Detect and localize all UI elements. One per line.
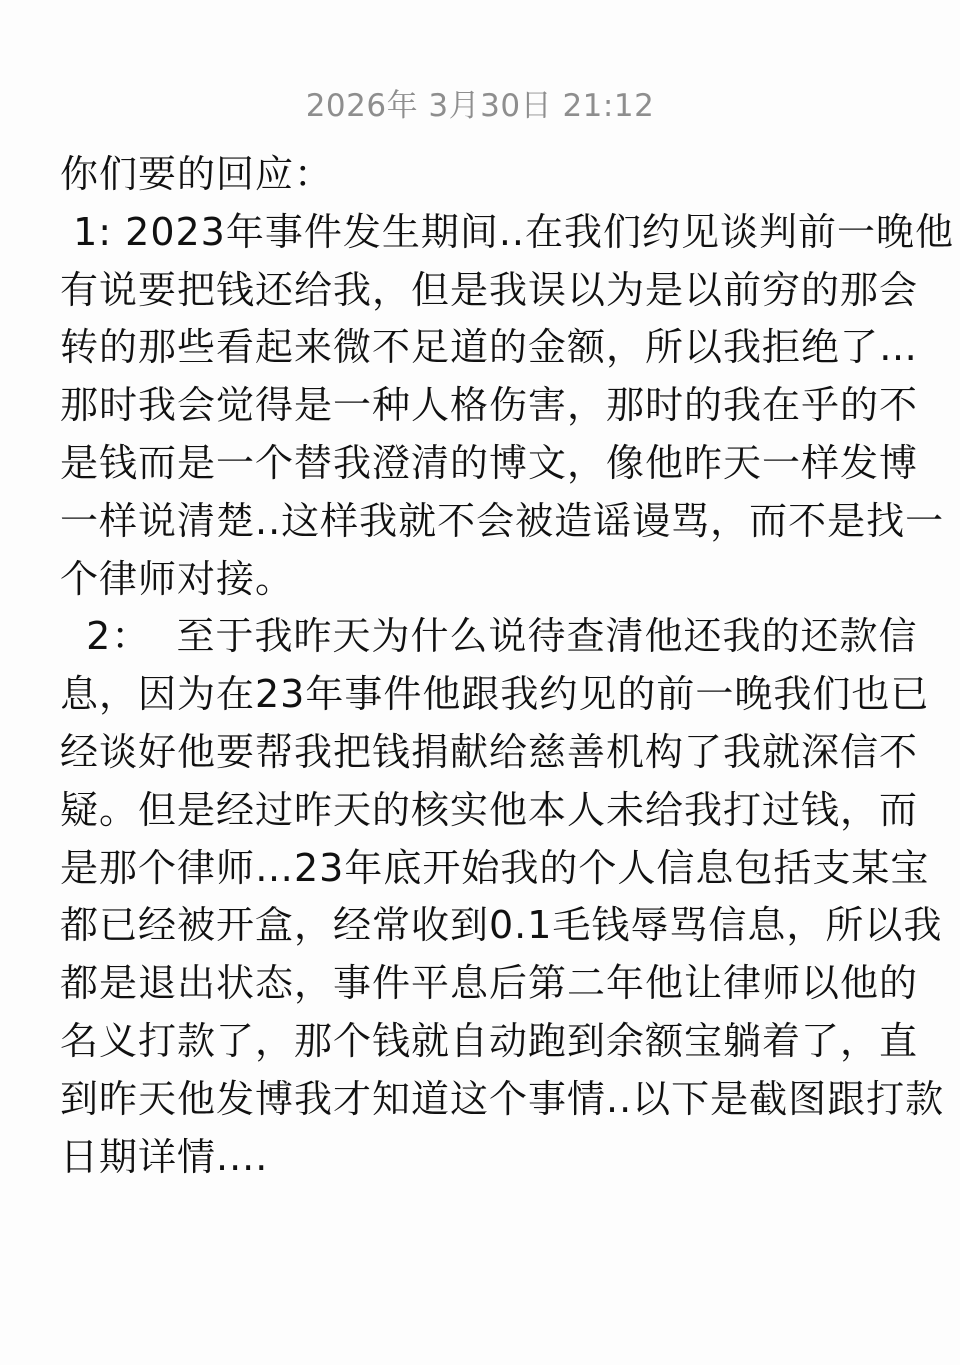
- note-line: 是钱而是一个替我澄清的博文，像他昨天一样发博: [60, 440, 919, 485]
- note-line: 1: 2023年事件发生期间..在我们约见谈判前一晚他: [60, 209, 955, 254]
- note-line: 转的那些看起来微不足道的金额，所以我拒绝了…: [60, 325, 919, 370]
- note-line: 个律师对接。: [60, 556, 295, 601]
- note-body[interactable]: [60, 146, 955, 1186]
- note-line: 那时我会觉得是一种人格伤害，那时的我在乎的不: [60, 383, 919, 428]
- note-line: 是那个律师…23年底开始我的个人信息包括支某宝: [60, 845, 930, 890]
- note-line: 2： 至于我昨天为什么说待查清他还我的还款信: [60, 614, 918, 659]
- note-line: 一样说清楚..这样我就不会被造谣谩骂，而不是找一: [60, 498, 945, 543]
- note-line: 经谈好他要帮我把钱捐献给慈善机构了我就深信不: [60, 729, 919, 774]
- note-line: 到昨天他发博我才知道这个事情..以下是截图跟打款: [60, 1076, 945, 1121]
- note-line: 都已经被开盒，经常收到0.1毛钱辱骂信息，所以我: [60, 903, 943, 948]
- note-line: 你们要的回应：: [60, 152, 334, 196]
- note-line: 有说要把钱还给我，但是我误以为是以前穷的那会: [60, 267, 919, 312]
- note-line: 日期详情....: [60, 1134, 269, 1179]
- note-line: 疑。但是经过昨天的核实他本人未给我打过钱，而: [60, 787, 919, 832]
- note-line: 名义打款了，那个钱就自动跑到余额宝躺着了，直: [60, 1018, 919, 1063]
- note-line: 息，因为在23年事件他跟我约见的前一晚我们也已: [60, 672, 930, 717]
- note-timestamp: 2026年 3月30日 21:12: [305, 88, 655, 124]
- note-line: 都是退出状态，事件平息后第二年他让律师以他的: [60, 961, 919, 1006]
